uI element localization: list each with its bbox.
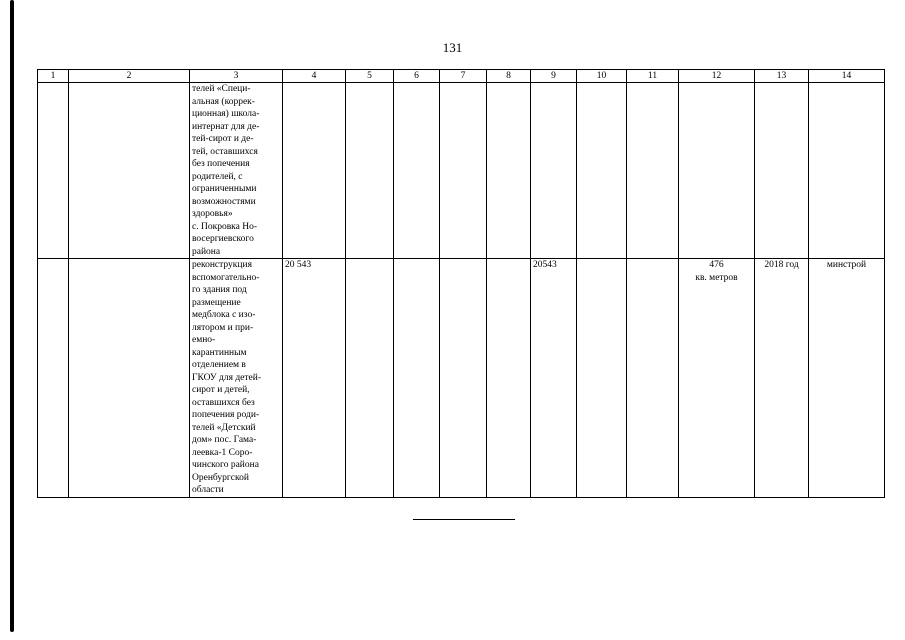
table-cell <box>69 259 190 498</box>
page-number: 131 <box>442 40 463 55</box>
table-cell <box>755 83 809 259</box>
object-description-cell: реконструкция вспомогательно- го здания под размещение медблока с изо- лятором и при- емно- карантинным отделением в ГКОУ для детей- сирот и детей, оставшихся без попечения роди- телей «Детский дом» пос. Гама- леевка-1 Соро- чинского района Оренбургской области <box>190 259 283 498</box>
year-value-cell: 2018 год <box>755 259 809 498</box>
table-cell <box>487 83 531 259</box>
header-cell: 2 <box>69 70 190 83</box>
table-cell <box>487 259 531 498</box>
end-rule-divider <box>413 519 515 520</box>
table-cell <box>38 83 69 259</box>
header-cell: 7 <box>440 70 487 83</box>
header-cell: 12 <box>679 70 755 83</box>
header-cell: 6 <box>394 70 440 83</box>
object-description-cell: телей «Специ- альная (коррек- ционная) школа- интернат для де- тей-сирот и де- тей, оставшихся без попечения родителей, с ограниченными возможностями здоровья» с. Покровка Но- восергиевского района <box>190 83 283 259</box>
table-cell <box>627 259 679 498</box>
funding-value-cell: 20543 <box>531 259 577 498</box>
header-cell: 9 <box>531 70 577 83</box>
data-table <box>37 69 885 498</box>
header-cell: 8 <box>487 70 531 83</box>
table-cell <box>394 83 440 259</box>
table-cell <box>531 83 577 259</box>
table-cell <box>809 83 885 259</box>
table-row <box>38 83 885 259</box>
table-cell <box>440 259 487 498</box>
responsible-body-cell: минстрой <box>809 259 885 498</box>
capacity-value-cell: 20 543 <box>283 259 346 498</box>
table-cell <box>38 259 69 498</box>
header-cell: 4 <box>283 70 346 83</box>
table-cell <box>69 83 190 259</box>
table-cell <box>283 83 346 259</box>
header-cell: 3 <box>190 70 283 83</box>
header-row <box>38 70 885 83</box>
header-cell: 13 <box>755 70 809 83</box>
table-row <box>38 259 885 498</box>
table-cell <box>679 83 755 259</box>
header-cell: 1 <box>38 70 69 83</box>
binding-edge <box>10 0 14 632</box>
table-cell <box>440 83 487 259</box>
table-cell <box>577 83 627 259</box>
header-cell: 14 <box>809 70 885 83</box>
header-cell: 5 <box>346 70 394 83</box>
header-cell: 11 <box>627 70 679 83</box>
header-cell: 10 <box>577 70 627 83</box>
table-cell <box>346 259 394 498</box>
table-cell <box>627 83 679 259</box>
table-cell <box>346 83 394 259</box>
table-cell <box>394 259 440 498</box>
area-value-cell: 476 кв. метров <box>679 259 755 498</box>
table-cell <box>577 259 627 498</box>
